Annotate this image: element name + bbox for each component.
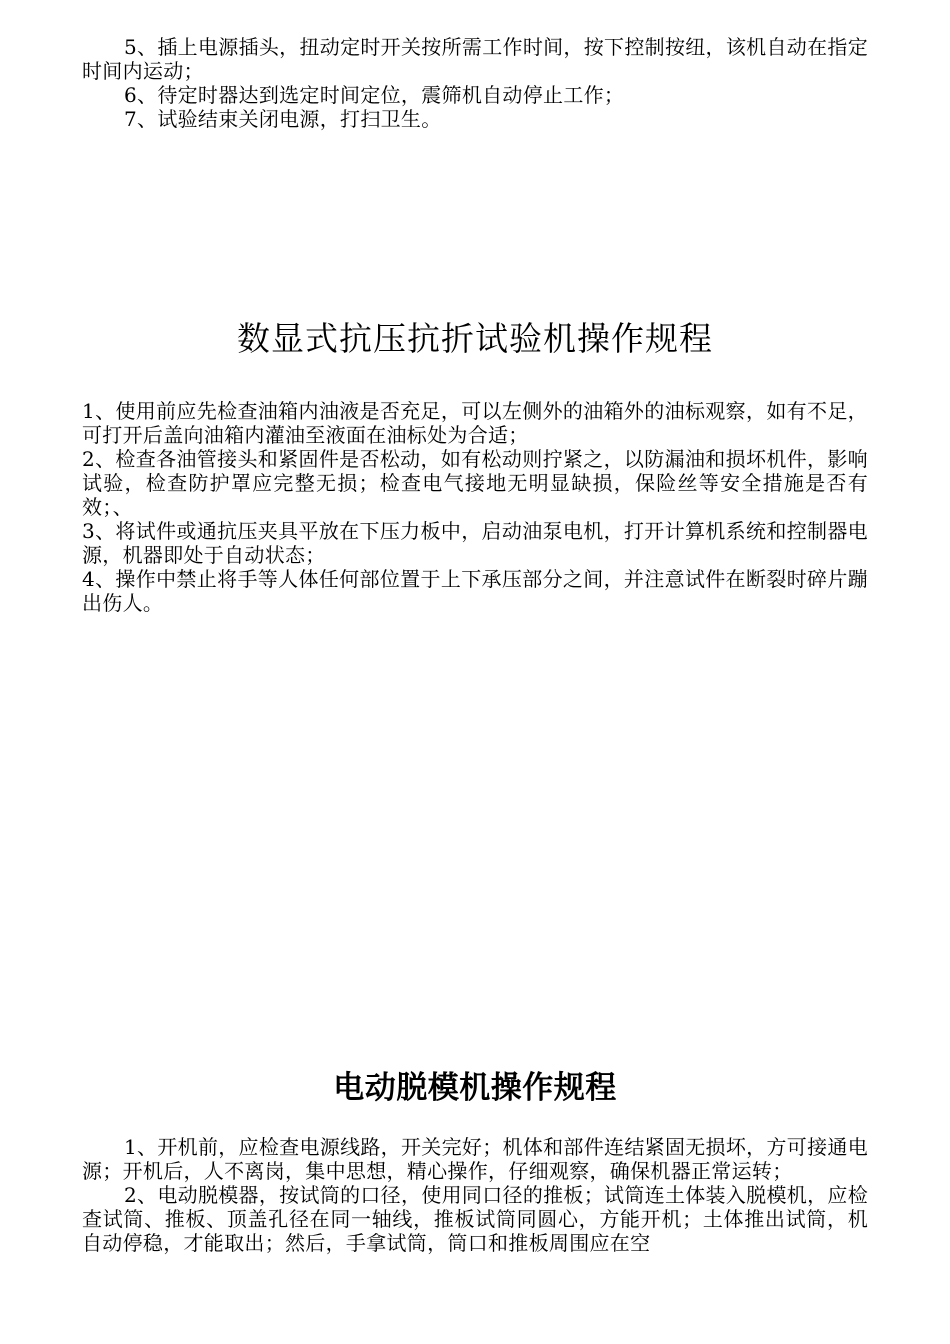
procedure-step: 1、开机前，应检查电源线路，开关完好；机体和部件连结紧固无损坏，方可接通电源；开机后，人不离岗，集中思想，精心操作，仔细观察，确保机器正常运转； (82, 1135, 868, 1183)
procedure-step: 4、操作中禁止将手等人体任何部位置于上下承压部分之间，并注意试件在断裂时碎片蹦出伤人。 (82, 567, 868, 615)
procedure-step: 2、电动脱模器，按试筒的口径，使用同口径的推板；试筒连土体装入脱模机，应检查试筒、推板、顶盖孔径在同一轴线，推板试筒同圆心，方能开机；土体推出试筒，机自动停稳，才能取出；然后，手拿试筒，筒口和推板周围应在空 (82, 1183, 868, 1255)
demolding-machine-section (82, 1135, 868, 1255)
compression-machine-title: 数显式抗压抗折试验机操作规程 (237, 319, 713, 358)
procedure-step: 5、插上电源插头，扭动定时开关按所需工作时间，按下控制按纽，该机自动在指定时间内运动； (82, 35, 868, 83)
demolding-machine-title: 电动脱模机操作规程 (333, 1070, 617, 1106)
procedure-step: 7、试验结束关闭电源，打扫卫生。 (124, 107, 442, 131)
procedure-step: 2、检查各油管接头和紧固件是否松动，如有松动则拧紧之，以防漏油和损坏机件，影响试验，检查防护罩应完整无损；检查电气接地无明显缺损，保险丝等安全措施是否有效；、 (82, 447, 868, 519)
procedure-step: 1、使用前应先检查油箱内油液是否充足，可以左侧外的油箱外的油标观察，如有不足，可打开后盖向油箱内灌油至液面在油标处为合适； (82, 399, 868, 447)
procedure-step: 6、待定时器达到选定时间定位，震筛机自动停止工作； (124, 83, 625, 107)
compression-machine-section (82, 399, 868, 615)
previous-procedure-section (82, 35, 868, 131)
procedure-step: 3、将试件或通抗压夹具平放在下压力板中，启动油泵电机，打开计算机系统和控制器电源，机器即处于自动状态； (82, 519, 868, 567)
